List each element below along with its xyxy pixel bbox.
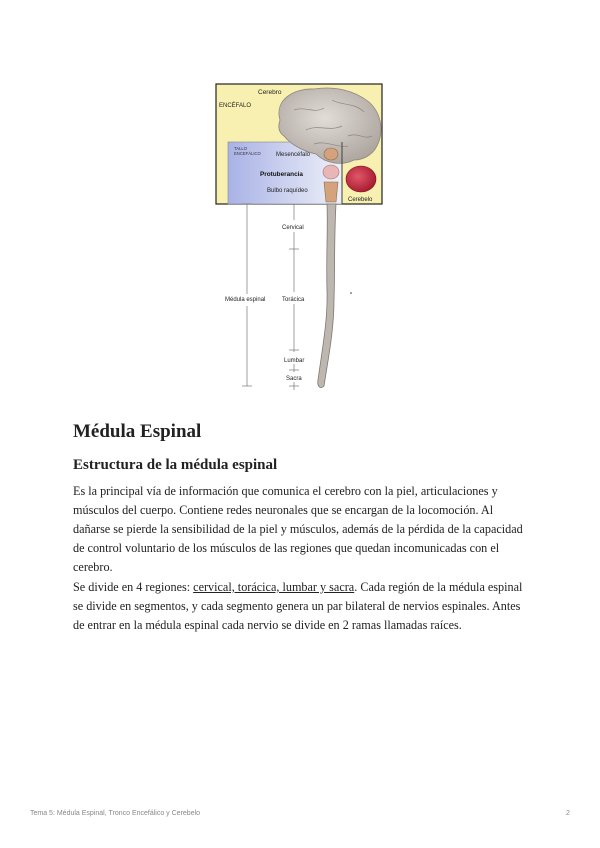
tallo-label-1: TALLO <box>234 146 247 151</box>
cerebelo-label: Cerebelo <box>348 197 373 203</box>
lumbar-label: Lumbar <box>284 358 305 364</box>
sacra-label: Sacra <box>286 376 302 382</box>
toracica-label: Torácica <box>282 297 305 303</box>
spinal-cord-diagram <box>214 80 384 402</box>
mesencefalo-shape <box>324 148 338 160</box>
bulbo-label: Bulbo raquídeo <box>267 188 308 194</box>
regions-link[interactable]: cervical, torácica, lumbar y sacra <box>193 580 355 594</box>
cervical-label: Cervical <box>282 225 304 231</box>
spinal-cord-shape <box>318 204 336 388</box>
footer-title: Tema 5: Médula Espinal, Tronco Encefálico y Cerebelo <box>30 810 201 817</box>
bulbo-shape <box>324 182 338 202</box>
section-subtitle: Estructura de la médula espinal <box>73 457 278 473</box>
paragraph-2-end: . Cada región de la médula espinal se divide en segmentos, y cada segmento genera un par bilateral de nervios espinales. Antes de entrar en la médula espinal cada nervio se divide en 2 ramas llamadas raíces. <box>73 580 523 632</box>
mesencefalo-label: Mesencéfalo <box>276 152 311 158</box>
encefalo-label: ENCÉFALO <box>219 103 252 109</box>
paragraph-1: Es la principal vía de información que comunica el cerebro con la piel, articulaciones y músculos del cuerpo. Contiene redes neuronales que se encargan de la locomoción. Al dañarse se pierde la sensibilidad de la piel y músculos, además de la pérdida de la capacidad de control voluntario de los músculos de las regiones que quedan incomunicadas con el cerebro. <box>73 484 523 574</box>
page-title: Médula Espinal <box>73 421 202 442</box>
protuberancia-shape <box>323 165 339 179</box>
protuberancia-label: Protuberancia <box>260 171 303 178</box>
paragraph-2 <box>73 578 533 635</box>
tallo-label-2: ENCEFÁLICO <box>234 151 261 156</box>
page-number: 2 <box>566 810 570 817</box>
cerebelo-shape <box>346 166 376 192</box>
medula-label: Médula espinal <box>225 297 266 303</box>
cerebro-label: Cerebro <box>258 89 282 96</box>
paragraph-2-start: Se divide en 4 regiones: <box>73 580 194 594</box>
